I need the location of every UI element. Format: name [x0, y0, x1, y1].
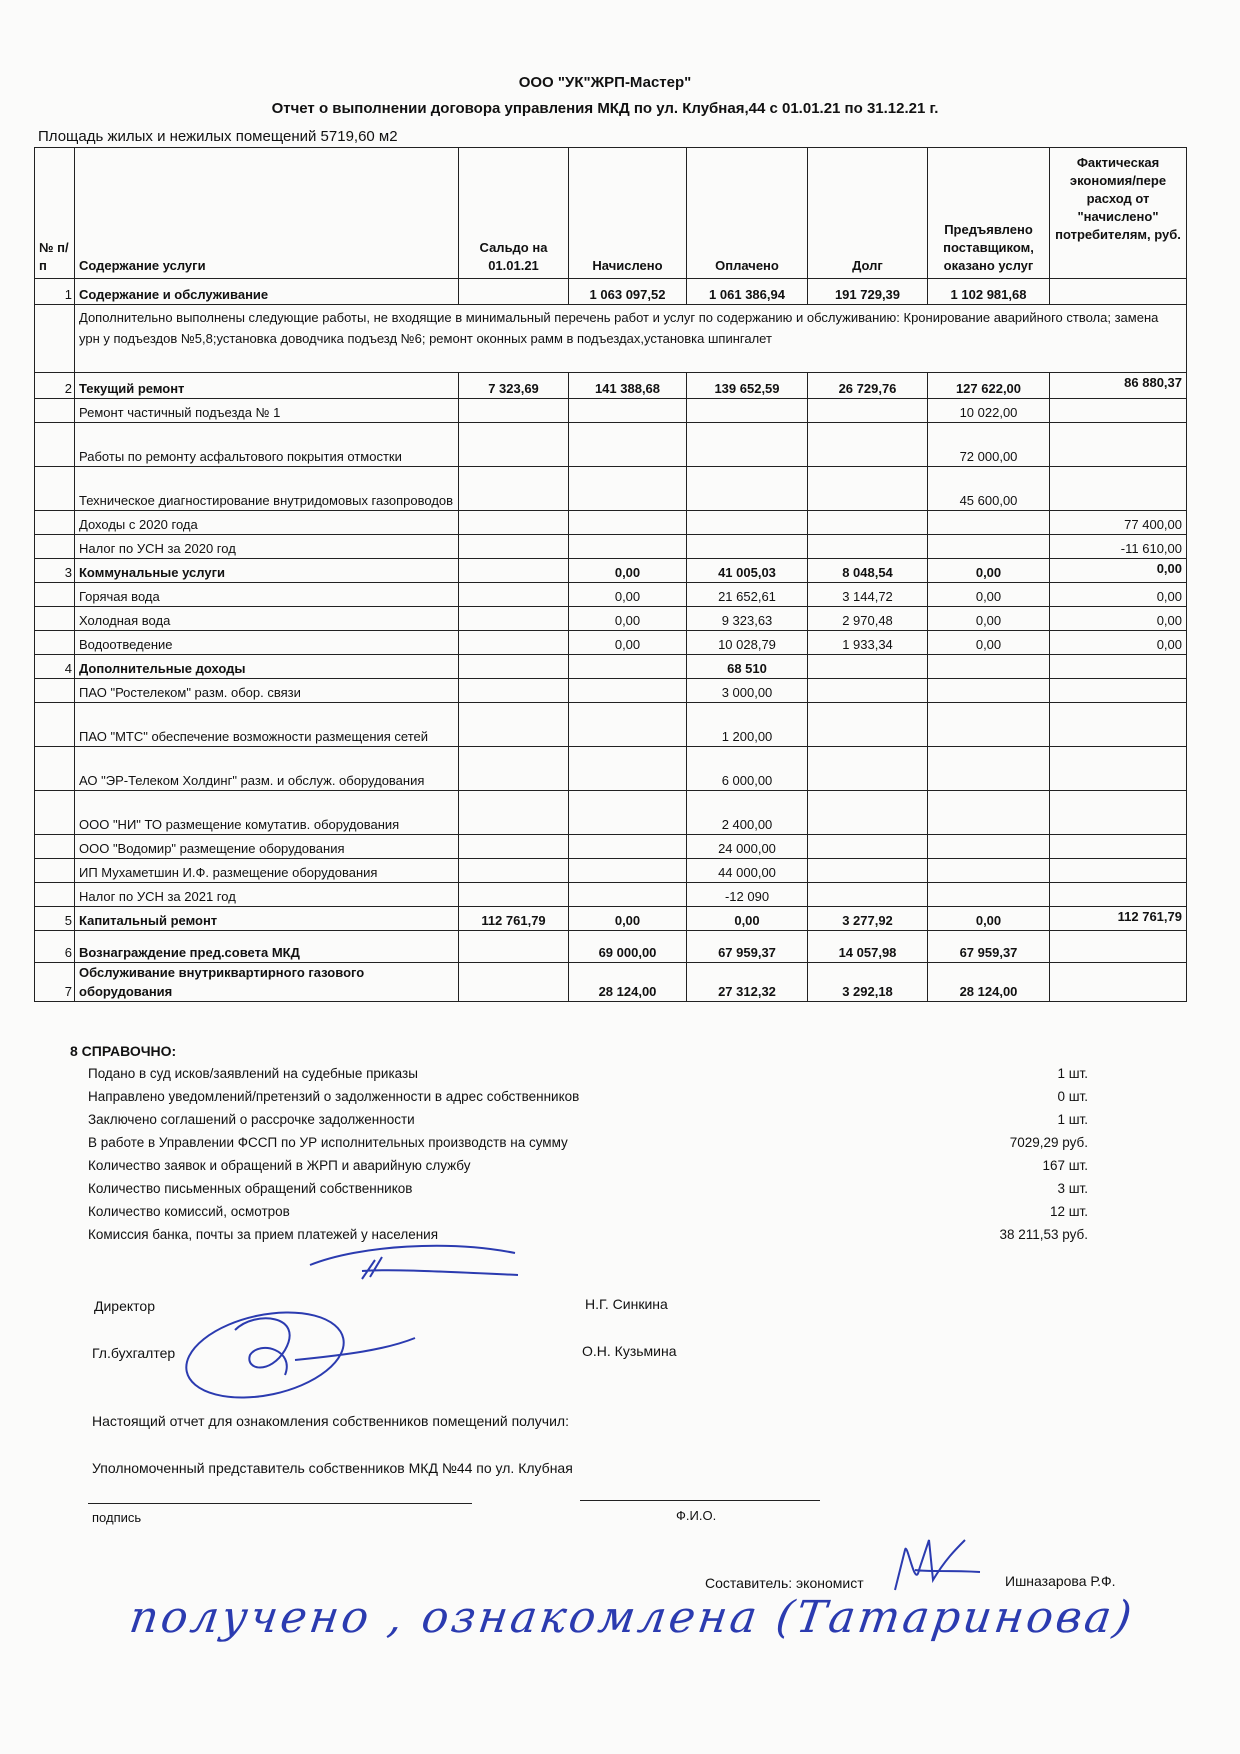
- reference-heading: 8 СПРАВОЧНО:: [70, 1043, 177, 1059]
- debt-cell: 8 048,54: [808, 559, 928, 583]
- service-name-cell: Капитальный ремонт: [75, 907, 459, 931]
- service-name-cell: Вознаграждение пред.совета МКД: [75, 931, 459, 963]
- debt-cell: [808, 535, 928, 559]
- paid-cell: 21 652,61: [687, 583, 808, 607]
- debt-cell: 3 144,72: [808, 583, 928, 607]
- row-num-cell: [35, 305, 75, 373]
- table-row: [35, 467, 1187, 511]
- paid-cell: 10 028,79: [687, 631, 808, 655]
- economy-cell: [1050, 467, 1187, 511]
- row-num-cell: [35, 679, 75, 703]
- row-num-cell: [35, 535, 75, 559]
- report-title: Отчет о выполнении договора управления МКД по ул. Клубная,44 с 01.01.21 по 31.12.21 г.: [271, 100, 939, 117]
- economy-cell: 77 400,00: [1050, 511, 1187, 535]
- table-row: [35, 791, 1187, 835]
- charged-cell: [569, 883, 687, 907]
- row-num-cell: 2: [35, 373, 75, 399]
- paid-cell: 9 323,63: [687, 607, 808, 631]
- debt-cell: [808, 679, 928, 703]
- charged-cell: [569, 423, 687, 467]
- service-name-cell: Ремонт частичный подъезда № 1: [75, 399, 459, 423]
- economy-cell: [1050, 399, 1187, 423]
- presented-cell: 67 959,37: [928, 931, 1050, 963]
- debt-cell: [808, 747, 928, 791]
- economy-cell: [1050, 423, 1187, 467]
- economy-cell: [1050, 655, 1187, 679]
- paid-cell: [687, 511, 808, 535]
- saldo-cell: [459, 791, 569, 835]
- handwritten-note: получено , ознакомлена (Татаринова): [126, 1592, 1138, 1643]
- reference-value: 38 211,53 руб.: [999, 1227, 1088, 1242]
- saldo-cell: [459, 835, 569, 859]
- presented-cell: 0,00: [928, 907, 1050, 931]
- presented-cell: [928, 511, 1050, 535]
- paid-cell: -12 090: [687, 883, 808, 907]
- table-row: [35, 907, 1187, 931]
- reference-value: 7029,29 руб.: [1009, 1135, 1088, 1150]
- charged-cell: [569, 859, 687, 883]
- row-num-cell: [35, 467, 75, 511]
- table-row: [35, 607, 1187, 631]
- paid-cell: [687, 399, 808, 423]
- economy-cell: [1050, 747, 1187, 791]
- presented-cell: [928, 535, 1050, 559]
- row-num-cell: [35, 511, 75, 535]
- row-num-cell: [35, 835, 75, 859]
- debt-cell: 26 729,76: [808, 373, 928, 399]
- row-num-cell: 7: [35, 963, 75, 1002]
- economy-cell: 0,00: [1050, 559, 1187, 583]
- service-name-cell: АО "ЭР-Телеком Холдинг" разм. и обслуж. оборудования: [75, 747, 459, 791]
- debt-cell: 191 729,39: [808, 279, 928, 305]
- debt-cell: 3 292,18: [808, 963, 928, 1002]
- presented-cell: 0,00: [928, 583, 1050, 607]
- table-row: [35, 655, 1187, 679]
- director-label: Директор: [94, 1298, 155, 1314]
- service-name-cell: Текущий ремонт: [75, 373, 459, 399]
- service-name-cell: Налог по УСН за 2021 год: [75, 883, 459, 907]
- saldo-cell: 112 761,79: [459, 907, 569, 931]
- header-paid: Оплачено: [687, 148, 808, 279]
- service-name-cell: ПАО "МТС" обеспечение возможности размещения сетей: [75, 703, 459, 747]
- note-cell: Дополнительно выполнены следующие работы, не входящие в минимальный перечень работ и услуг по содержанию и обслуживанию: Кронирование аварийного ствола; замена урн у подъездов №5,8;установка доводчика подъезд №6; ремонт оконных рамм в подъездах,установка шпингалет: [75, 305, 1187, 373]
- paid-cell: 44 000,00: [687, 859, 808, 883]
- presented-cell: 0,00: [928, 631, 1050, 655]
- economy-cell: 0,00: [1050, 607, 1187, 631]
- row-num-cell: [35, 607, 75, 631]
- charged-cell: [569, 679, 687, 703]
- reference-item: [88, 1135, 1088, 1155]
- paid-cell: 2 400,00: [687, 791, 808, 835]
- table-row: [35, 399, 1187, 423]
- saldo-cell: [459, 583, 569, 607]
- service-name-cell: Горячая вода: [75, 583, 459, 607]
- row-num-cell: [35, 791, 75, 835]
- accountant-signature-icon: [175, 1300, 425, 1410]
- table-row: [35, 559, 1187, 583]
- presented-cell: [928, 859, 1050, 883]
- saldo-cell: [459, 703, 569, 747]
- table-row: [35, 931, 1187, 963]
- saldo-cell: [459, 963, 569, 1002]
- saldo-cell: 7 323,69: [459, 373, 569, 399]
- table-row: [35, 279, 1187, 305]
- reference-value: 1 шт.: [1057, 1066, 1088, 1081]
- saldo-cell: [459, 467, 569, 511]
- fio-label: Ф.И.О.: [676, 1508, 717, 1523]
- table-row: [35, 583, 1187, 607]
- saldo-cell: [459, 679, 569, 703]
- service-name-cell: Техническое диагностирование внутридомовых газопроводов: [75, 467, 459, 511]
- header-service: Содержание услуги: [75, 148, 459, 279]
- service-name-cell: Холодная вода: [75, 607, 459, 631]
- paid-cell: 68 510: [687, 655, 808, 679]
- debt-cell: [808, 399, 928, 423]
- economy-cell: [1050, 835, 1187, 859]
- charged-cell: [569, 747, 687, 791]
- table-row: [35, 703, 1187, 747]
- row-num-cell: [35, 631, 75, 655]
- paid-cell: 3 000,00: [687, 679, 808, 703]
- director-name: Н.Г. Синкина: [585, 1296, 668, 1312]
- accountant-name: О.Н. Кузьмина: [582, 1343, 677, 1359]
- paid-cell: 1 200,00: [687, 703, 808, 747]
- row-num-cell: 4: [35, 655, 75, 679]
- charged-cell: 141 388,68: [569, 373, 687, 399]
- paid-cell: 67 959,37: [687, 931, 808, 963]
- saldo-cell: [459, 607, 569, 631]
- header-debt: Долг: [808, 148, 928, 279]
- debt-cell: 1 933,34: [808, 631, 928, 655]
- debt-cell: [808, 859, 928, 883]
- reference-label: Количество комиссий, осмотров: [88, 1204, 290, 1219]
- economy-cell: [1050, 963, 1187, 1002]
- economy-cell: [1050, 859, 1187, 883]
- table-row: [35, 963, 1187, 1002]
- row-num-cell: 3: [35, 559, 75, 583]
- received-text: Настоящий отчет для ознакомления собственников помещений получил:: [92, 1413, 569, 1429]
- debt-cell: 14 057,98: [808, 931, 928, 963]
- row-num-cell: 6: [35, 931, 75, 963]
- representative-text: Уполномоченный представитель собственников МКД №44 по ул. Клубная: [92, 1460, 573, 1476]
- reference-item: [88, 1227, 1088, 1247]
- debt-cell: 2 970,48: [808, 607, 928, 631]
- header-economy: Фактическая экономия/пере расход от "начислено" потребителям, руб.: [1050, 148, 1187, 279]
- service-name-cell: Доходы с 2020 года: [75, 511, 459, 535]
- reference-value: 1 шт.: [1057, 1112, 1088, 1127]
- presented-cell: 10 022,00: [928, 399, 1050, 423]
- director-signature-icon: [300, 1235, 540, 1305]
- paid-cell: 6 000,00: [687, 747, 808, 791]
- debt-cell: [808, 791, 928, 835]
- company-name: ООО "УК"ЖРП-Мастер": [518, 74, 692, 91]
- header-saldo: Сальдо на 01.01.21: [459, 148, 569, 279]
- charged-cell: [569, 535, 687, 559]
- presented-cell: [928, 747, 1050, 791]
- paid-cell: 0,00: [687, 907, 808, 931]
- presented-cell: 127 622,00: [928, 373, 1050, 399]
- charged-cell: 0,00: [569, 907, 687, 931]
- saldo-cell: [459, 631, 569, 655]
- saldo-cell: [459, 535, 569, 559]
- compiler-name: Ишназарова Р.Ф.: [1005, 1573, 1116, 1589]
- paid-cell: [687, 535, 808, 559]
- table-row: [35, 535, 1187, 559]
- reference-value: 12 шт.: [1049, 1204, 1088, 1219]
- service-name-cell: ИП Мухаметшин И.Ф. размещение оборудования: [75, 859, 459, 883]
- table-row: [35, 511, 1187, 535]
- reference-value: 167 шт.: [1042, 1158, 1088, 1173]
- row-num-cell: [35, 703, 75, 747]
- debt-cell: 3 277,92: [808, 907, 928, 931]
- debt-cell: [808, 703, 928, 747]
- reference-label: В работе в Управлении ФССП по УР исполнительных производств на сумму: [88, 1135, 568, 1150]
- charged-cell: 69 000,00: [569, 931, 687, 963]
- reference-label: Направлено уведомлений/претензий о задолженности в адрес собственников: [88, 1089, 580, 1104]
- reference-label: Количество заявок и обращений в ЖРП и аварийную службу: [88, 1158, 471, 1173]
- table-row: [35, 679, 1187, 703]
- saldo-cell: [459, 399, 569, 423]
- reference-item: [88, 1112, 1088, 1132]
- debt-cell: [808, 467, 928, 511]
- reference-item: [88, 1204, 1088, 1224]
- presented-cell: [928, 655, 1050, 679]
- presented-cell: 45 600,00: [928, 467, 1050, 511]
- header-presented: Предъявлено поставщиком, оказано услуг: [928, 148, 1050, 279]
- row-num-cell: [35, 883, 75, 907]
- row-num-cell: 5: [35, 907, 75, 931]
- service-name-cell: Дополнительные доходы: [75, 655, 459, 679]
- saldo-cell: [459, 655, 569, 679]
- economy-cell: 0,00: [1050, 631, 1187, 655]
- table-row: [35, 631, 1187, 655]
- sign-label: подпись: [92, 1510, 142, 1525]
- area-caption: Площадь жилых и нежилых помещений 5719,60 м2: [38, 128, 398, 145]
- charged-cell: 0,00: [569, 607, 687, 631]
- fio-line: [580, 1500, 820, 1501]
- service-name-cell: Обслуживание внутриквартирного газового оборудования: [75, 963, 459, 1002]
- reference-item: [88, 1089, 1088, 1109]
- charged-cell: [569, 399, 687, 423]
- presented-cell: 1 102 981,68: [928, 279, 1050, 305]
- charged-cell: [569, 655, 687, 679]
- saldo-cell: [459, 931, 569, 963]
- reference-item: [88, 1066, 1088, 1086]
- debt-cell: [808, 883, 928, 907]
- header-num: № п/п: [35, 148, 75, 279]
- table-header-row: [35, 148, 1187, 279]
- table-row: [35, 747, 1187, 791]
- debt-cell: [808, 835, 928, 859]
- saldo-cell: [459, 883, 569, 907]
- economy-cell: [1050, 279, 1187, 305]
- service-name-cell: ООО "Водомир" размещение оборудования: [75, 835, 459, 859]
- table-row: [35, 883, 1187, 907]
- service-name-cell: Работы по ремонту асфальтового покрытия отмостки: [75, 423, 459, 467]
- presented-cell: [928, 703, 1050, 747]
- presented-cell: [928, 679, 1050, 703]
- presented-cell: [928, 835, 1050, 859]
- row-num-cell: [35, 583, 75, 607]
- paid-cell: 1 061 386,94: [687, 279, 808, 305]
- paid-cell: 24 000,00: [687, 835, 808, 859]
- reference-item: [88, 1158, 1088, 1178]
- economy-cell: -11 610,00: [1050, 535, 1187, 559]
- reference-label: Количество письменных обращений собственников: [88, 1181, 413, 1196]
- saldo-cell: [459, 559, 569, 583]
- charged-cell: 0,00: [569, 559, 687, 583]
- service-name-cell: Налог по УСН за 2020 год: [75, 535, 459, 559]
- economy-cell: [1050, 883, 1187, 907]
- row-num-cell: [35, 747, 75, 791]
- paid-cell: [687, 467, 808, 511]
- paid-cell: [687, 423, 808, 467]
- reference-label: Заключено соглашений о рассрочке задолженности: [88, 1112, 415, 1127]
- table-row: [35, 835, 1187, 859]
- charged-cell: [569, 835, 687, 859]
- reference-label: Подано в суд исков/заявлений на судебные приказы: [88, 1066, 418, 1081]
- charged-cell: [569, 791, 687, 835]
- reference-item: [88, 1181, 1088, 1201]
- charged-cell: 0,00: [569, 583, 687, 607]
- presented-cell: [928, 883, 1050, 907]
- table-note-row: [35, 305, 1187, 373]
- paid-cell: 139 652,59: [687, 373, 808, 399]
- compiler-label: Составитель: экономист: [705, 1575, 864, 1591]
- charged-cell: 1 063 097,52: [569, 279, 687, 305]
- charged-cell: 0,00: [569, 631, 687, 655]
- row-num-cell: [35, 423, 75, 467]
- presented-cell: 0,00: [928, 607, 1050, 631]
- paid-cell: 27 312,32: [687, 963, 808, 1002]
- reference-label: Комиссия банка, почты за прием платежей у населения: [88, 1227, 439, 1242]
- service-name-cell: ООО "НИ" ТО размещение комутатив. оборудования: [75, 791, 459, 835]
- row-num-cell: [35, 859, 75, 883]
- saldo-cell: [459, 423, 569, 467]
- economy-cell: 86 880,37: [1050, 373, 1187, 399]
- presented-cell: [928, 791, 1050, 835]
- presented-cell: 72 000,00: [928, 423, 1050, 467]
- service-name-cell: Коммунальные услуги: [75, 559, 459, 583]
- economy-cell: [1050, 931, 1187, 963]
- debt-cell: [808, 511, 928, 535]
- charged-cell: [569, 467, 687, 511]
- charged-cell: [569, 511, 687, 535]
- presented-cell: 0,00: [928, 559, 1050, 583]
- economy-cell: [1050, 679, 1187, 703]
- paid-cell: 41 005,03: [687, 559, 808, 583]
- presented-cell: 28 124,00: [928, 963, 1050, 1002]
- table-row: [35, 373, 1187, 399]
- saldo-cell: [459, 747, 569, 791]
- economy-cell: [1050, 791, 1187, 835]
- saldo-cell: [459, 511, 569, 535]
- signature-line: [88, 1503, 472, 1504]
- reference-value: 0 шт.: [1057, 1089, 1088, 1104]
- accountant-label: Гл.бухгалтер: [92, 1345, 176, 1361]
- economy-cell: [1050, 703, 1187, 747]
- header-charged: Начислено: [569, 148, 687, 279]
- debt-cell: [808, 655, 928, 679]
- table-row: [35, 859, 1187, 883]
- service-name-cell: Содержание и обслуживание: [75, 279, 459, 305]
- charged-cell: 28 124,00: [569, 963, 687, 1002]
- report-table: [34, 147, 1187, 1002]
- economy-cell: 112 761,79: [1050, 907, 1187, 931]
- service-name-cell: ПАО "Ростелеком" разм. обор. связи: [75, 679, 459, 703]
- economy-cell: 0,00: [1050, 583, 1187, 607]
- service-name-cell: Водоотведение: [75, 631, 459, 655]
- reference-value: 3 шт.: [1057, 1181, 1088, 1196]
- table-row: [35, 423, 1187, 467]
- saldo-cell: [459, 279, 569, 305]
- row-num-cell: [35, 399, 75, 423]
- charged-cell: [569, 703, 687, 747]
- saldo-cell: [459, 859, 569, 883]
- row-num-cell: 1: [35, 279, 75, 305]
- debt-cell: [808, 423, 928, 467]
